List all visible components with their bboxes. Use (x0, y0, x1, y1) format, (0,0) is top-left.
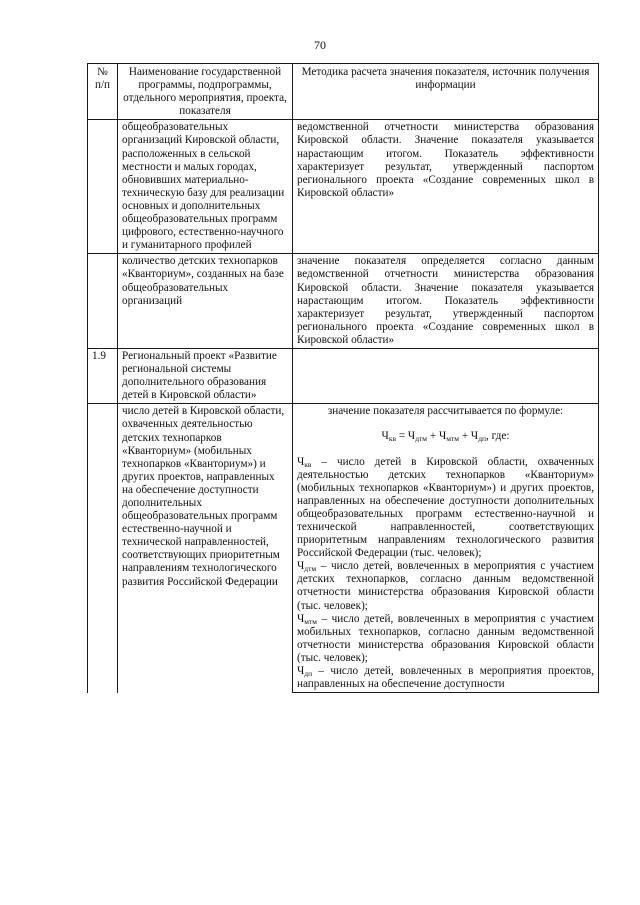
row-name: количество детских технопарков «Кванториум», созданных на базе общеобразовательных организаций (118, 254, 293, 349)
table-row (88, 120, 599, 254)
definition: $Ч_{дп}$ – число детей, вовлеченных в мероприятия проектов, направленных на обеспечение доступности (297, 665, 594, 691)
header-name: Наименование государственной программы, подпрограммы, отдельного мероприятия, проекта, показателя (118, 64, 293, 120)
row-method: значение показателя определяется согласно данным ведомственной отчетности министерства образования Кировской области. Значение показателя указывается нарастающим итогом. Показатель эффективности характеризует результат, утвержденный паспортом регионального проекта «Создание современных школ в Кировской области» (293, 254, 599, 349)
row-name: число детей в Кировской области, охваченных деятельностью детских технопарков «Кванториум» (мобильных технопарков «Кванториум») и других проектов, направленных на обеспечение доступности дополнительных общеобразовательных программ естественно-научной и технической направленностей, соответствующих приоритетным направлениям технологического развития Российской Федерации (118, 404, 293, 693)
definition: $Ч_{мтм}$ – число детей, вовлеченных в мероприятия с участием мобильных технопарков, согласно данным ведомственной отчетности министерства образования Кировской области (тыс. человек); (297, 612, 594, 664)
table-header-row (88, 64, 599, 120)
row-method (293, 404, 599, 693)
row-num: 1.9 (88, 348, 118, 403)
page-number: 70 (314, 38, 326, 52)
definition: $Ч_{кв}$ – число детей в Кировской области, охваченных деятельностью детских технопарков «Кванториум» (мобильных технопарков «Кванториум») и других проектов, направленных на обеспечение доступности дополнительных общеобразовательных программ естественно-научной и технической направленностей, соответствующих приоритетным направлениям технологического развития Российской Федерации (тыс. человек); (297, 455, 594, 560)
row-num (88, 120, 118, 254)
table-row (88, 404, 599, 693)
row-num (88, 404, 118, 693)
formula-intro: значение показателя рассчитывается по формуле: (327, 405, 564, 418)
header-num: № п/п (88, 64, 118, 120)
indicator-table (87, 63, 599, 693)
table-row (88, 348, 599, 403)
row-method (293, 348, 599, 403)
header-method: Методика расчета значения показателя, источник получения информации (293, 64, 599, 120)
definition: $Ч_{дтм}$ – число детей, вовлеченных в мероприятия с участием детских технопарков, согласно данным ведомственной отчетности министерства образования Кировской области (тыс. человек); (297, 560, 594, 612)
row-name: общеобразовательных организаций Кировской области, расположенных в сельской местности и малых городах, обновивших материально-техническую базу для реализации основных и дополнительных общеобразовательных программ цифрового, естественно-научного и гуманитарного профилей (118, 120, 293, 254)
row-method: ведомственной отчетности министерства образования Кировской области. Значение показателя указывается нарастающим итогом. Показатель эффективности характеризует результат, утвержденный паспортом регионального проекта «Создание современных школ в Кировской области» (293, 120, 599, 254)
table-row (88, 254, 599, 349)
row-num (88, 254, 118, 349)
formula: $Ч_{кв} = Ч_{дтм} + Ч_{мтм} + Ч_{дп}$, где: (381, 430, 510, 444)
row-name: Региональный проект «Развитие региональной системы дополнительного образования детей в Кировской области» (118, 348, 293, 403)
